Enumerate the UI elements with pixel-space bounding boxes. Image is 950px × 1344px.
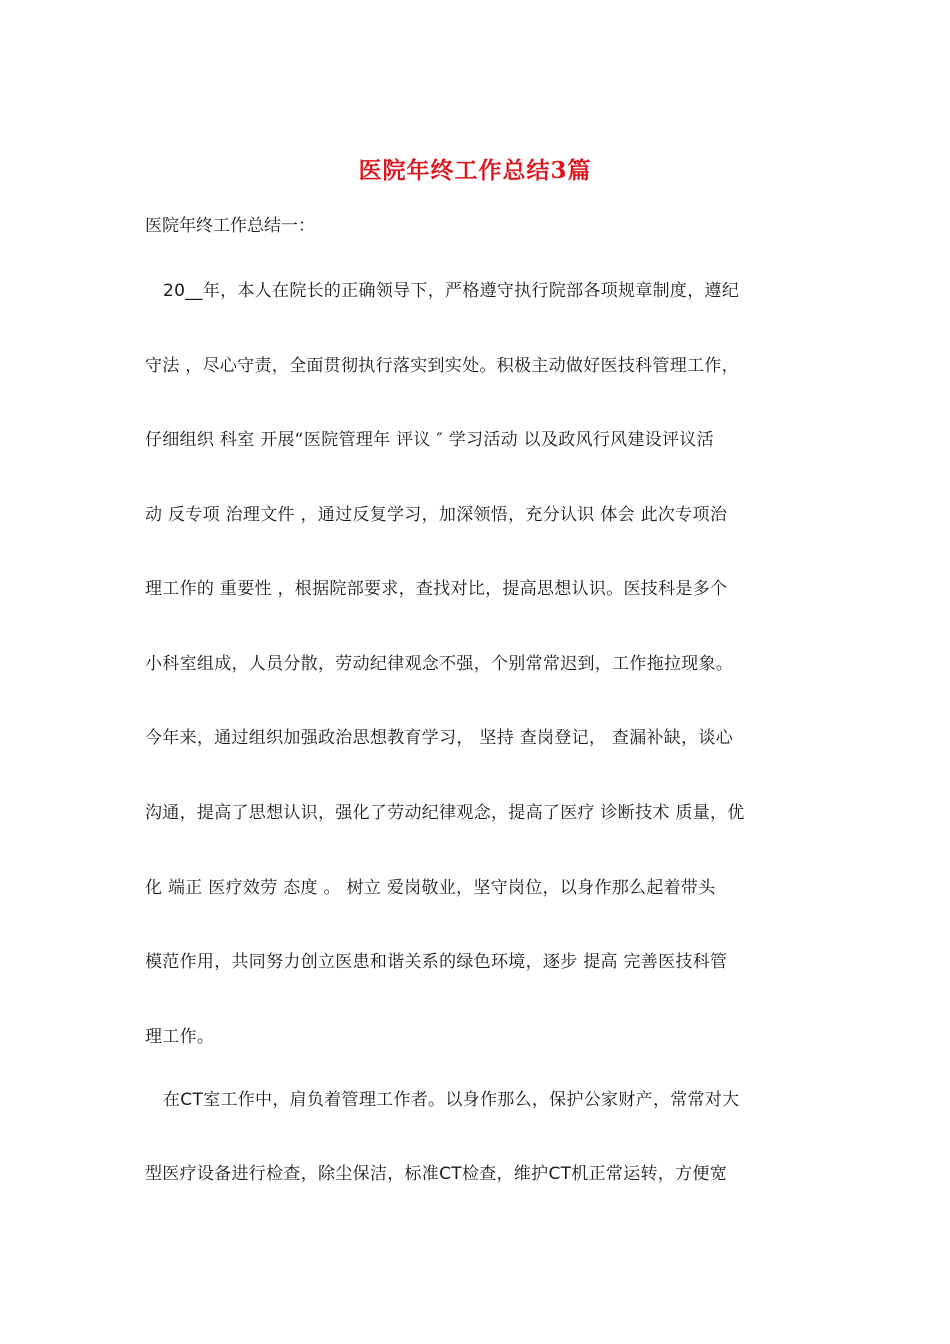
paragraph-line: 理工作。 (145, 1027, 215, 1047)
paragraph-line: 仔细组织 科室 开展“医院管理年 评议 ″ 学习活动 以及政风行风建设评议活 (145, 430, 714, 450)
paragraph-line: 理工作的 重要性 ，根据院部要求，查找对比，提高思想认识。医技科是多个 (145, 579, 728, 599)
paragraph-line: 化 端正 医疗效劳 态度 。 树立 爱岗敬业，坚守岗位，以身作那么起着带头 (145, 878, 716, 898)
paragraph-line: 沟通，提高了思想认识，强化了劳动纪律观念，提高了医疗 诊断技术 质量，优 (145, 803, 745, 823)
section-heading: 医院年终工作总结一： (145, 216, 315, 236)
paragraph-line: 今年来，通过组织加强政治思想教育学习， 坚持 查岗登记， 查漏补缺，谈心 (145, 728, 734, 748)
paragraph-line: 20__年，本人在院长的正确领导下，严格遵守执行院部各项规章制度，遵纪 (163, 281, 740, 301)
paragraph-line: 守法 ，尽心守责，全面贯彻执行落实到实处。积极主动做好医技科管理工作， (145, 356, 739, 376)
document-title: 医院年终工作总结3篇 (358, 157, 592, 184)
paragraph-line: 小科室组成，人员分散，劳动纪律观念不强，个别常常迟到，工作拖拉现象。 (145, 654, 734, 674)
paragraph-line: 型医疗设备进行检查，除尘保洁，标准CT检查，维护CT机正常运转，方便宽 (145, 1164, 728, 1184)
paragraph-line: 在CT室工作中，肩负着管理工作者。以身作那么，保护公家财产，常常对大 (163, 1090, 740, 1110)
paragraph-line: 动 反专项 治理文件 ，通过反复学习，加深领悟，充分认识 体会 此次专项治 (145, 505, 728, 525)
paragraph-line: 模范作用，共同努力创立医患和谐关系的绿色环境，逐步 提高 完善医技科管 (145, 952, 728, 972)
